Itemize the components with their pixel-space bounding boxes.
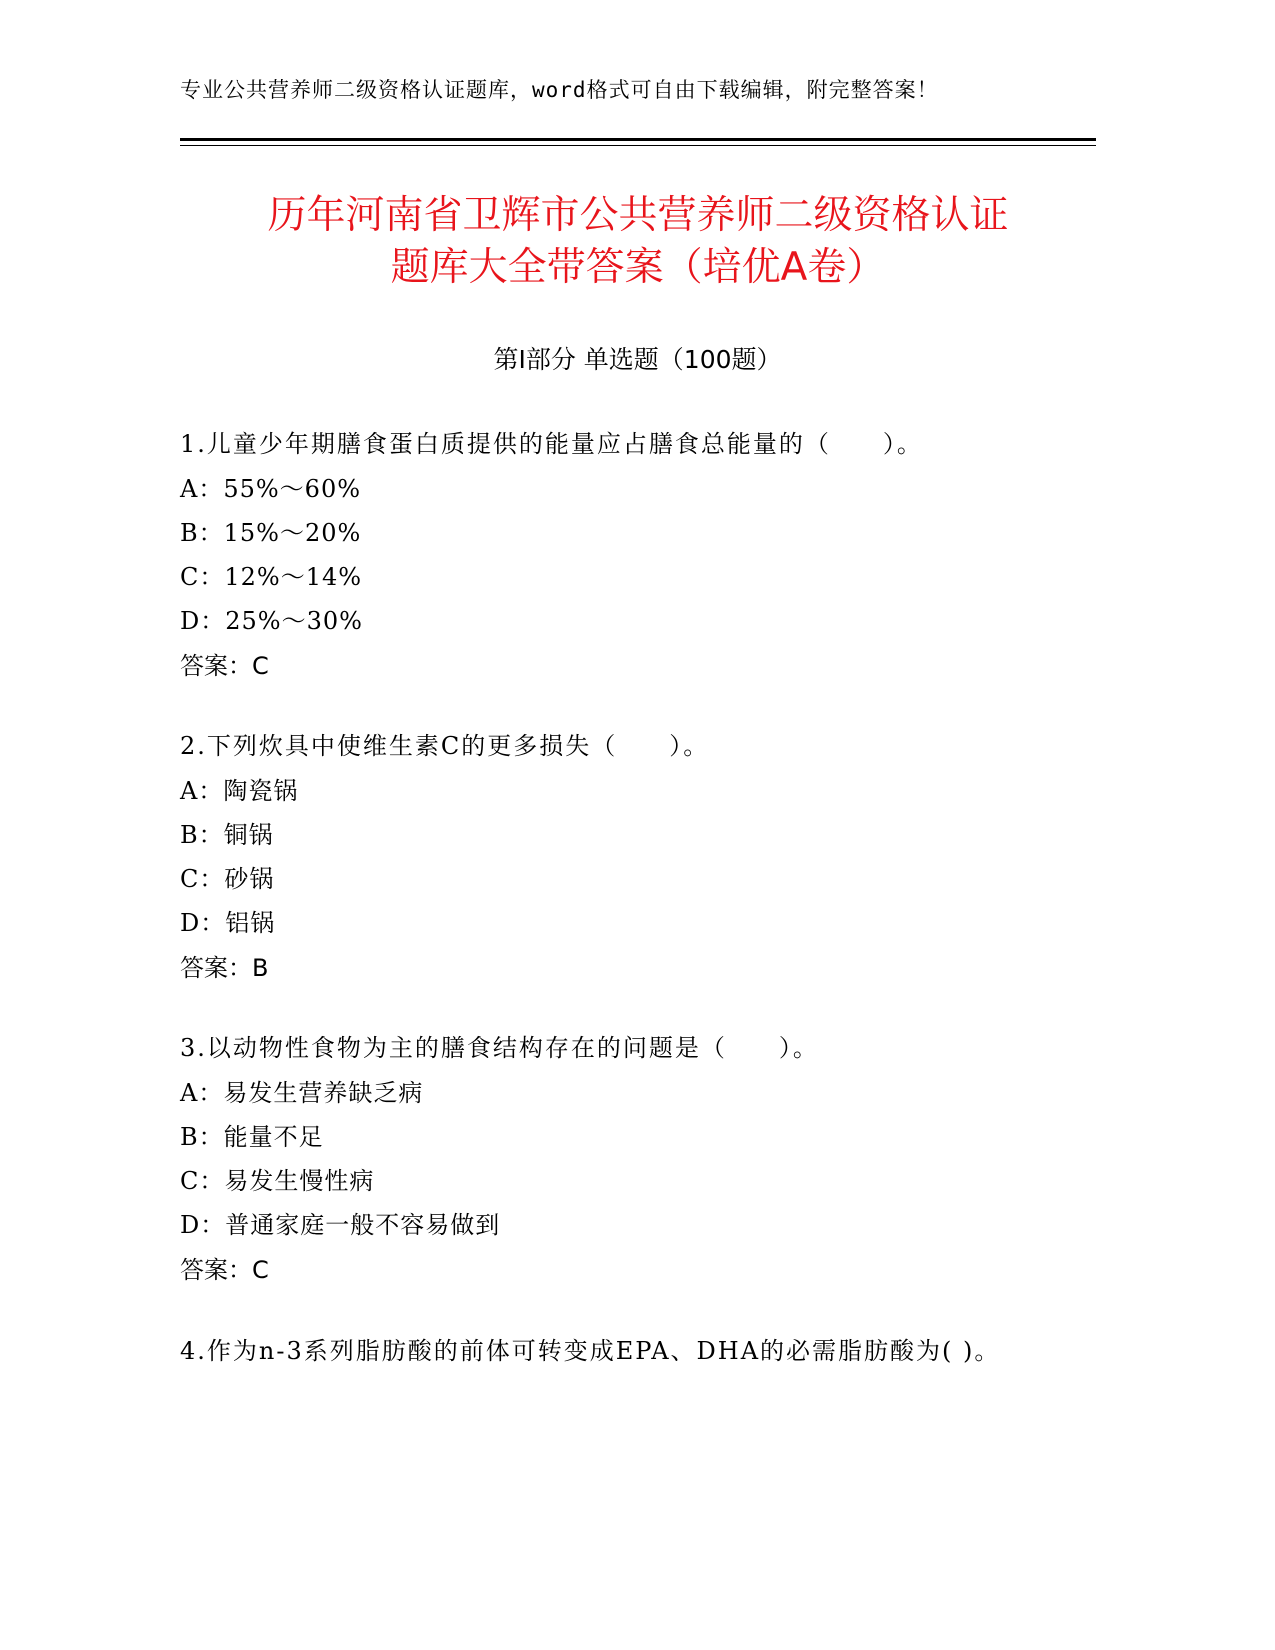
question-stem: 4.作为n-3系列脂肪酸的前体可转变成EPA、DHA的必需脂肪酸为( )。	[180, 1337, 1001, 1365]
answer-line: 答案：C	[180, 652, 269, 680]
option-b: B：15%～20%	[180, 519, 362, 547]
title-line-1: 历年河南省卫辉市公共营养师二级资格认证	[267, 193, 1009, 238]
question-3	[180, 1026, 1060, 1293]
option-a: A：陶瓷锅	[180, 777, 299, 805]
option-c: C：12%～14%	[180, 563, 363, 591]
document-title	[140, 190, 1136, 294]
option-c: C：砂锅	[180, 865, 275, 893]
option-d: D：普通家庭一般不容易做到	[180, 1211, 501, 1239]
question-stem: 1.儿童少年期膳食蛋白质提供的能量应占膳食总能量的（ ）。	[180, 430, 923, 458]
header-rule-thick	[180, 138, 1096, 141]
header-note: 专业公共营养师二级资格认证题库，word格式可自由下载编辑，附完整答案！	[180, 78, 939, 102]
question-stem: 3.以动物性食物为主的膳食结构存在的问题是（ ）。	[180, 1034, 819, 1062]
option-b: B：能量不足	[180, 1123, 324, 1151]
option-b: B：铜锅	[180, 821, 274, 849]
option-d: D：铝锅	[180, 909, 276, 937]
header-rule-thin	[180, 145, 1096, 146]
option-a: A：55%～60%	[180, 475, 362, 503]
answer-line: 答案：C	[180, 1256, 269, 1284]
answer-line: 答案：B	[180, 954, 269, 982]
question-list	[180, 422, 1060, 1409]
question-1	[180, 422, 1060, 689]
option-a: A：易发生营养缺乏病	[180, 1079, 424, 1107]
question-2	[180, 724, 1060, 991]
option-d: D：25%～30%	[180, 607, 363, 635]
question-stem: 2.下列炊具中使维生素C的更多损失（ ）。	[180, 732, 710, 760]
option-c: C：易发生慢性病	[180, 1167, 375, 1195]
section-title: 第I部分 单选题（100题）	[493, 345, 782, 374]
title-line-2: 题库大全带答案（培优A卷）	[390, 245, 886, 290]
question-4	[180, 1328, 1060, 1374]
